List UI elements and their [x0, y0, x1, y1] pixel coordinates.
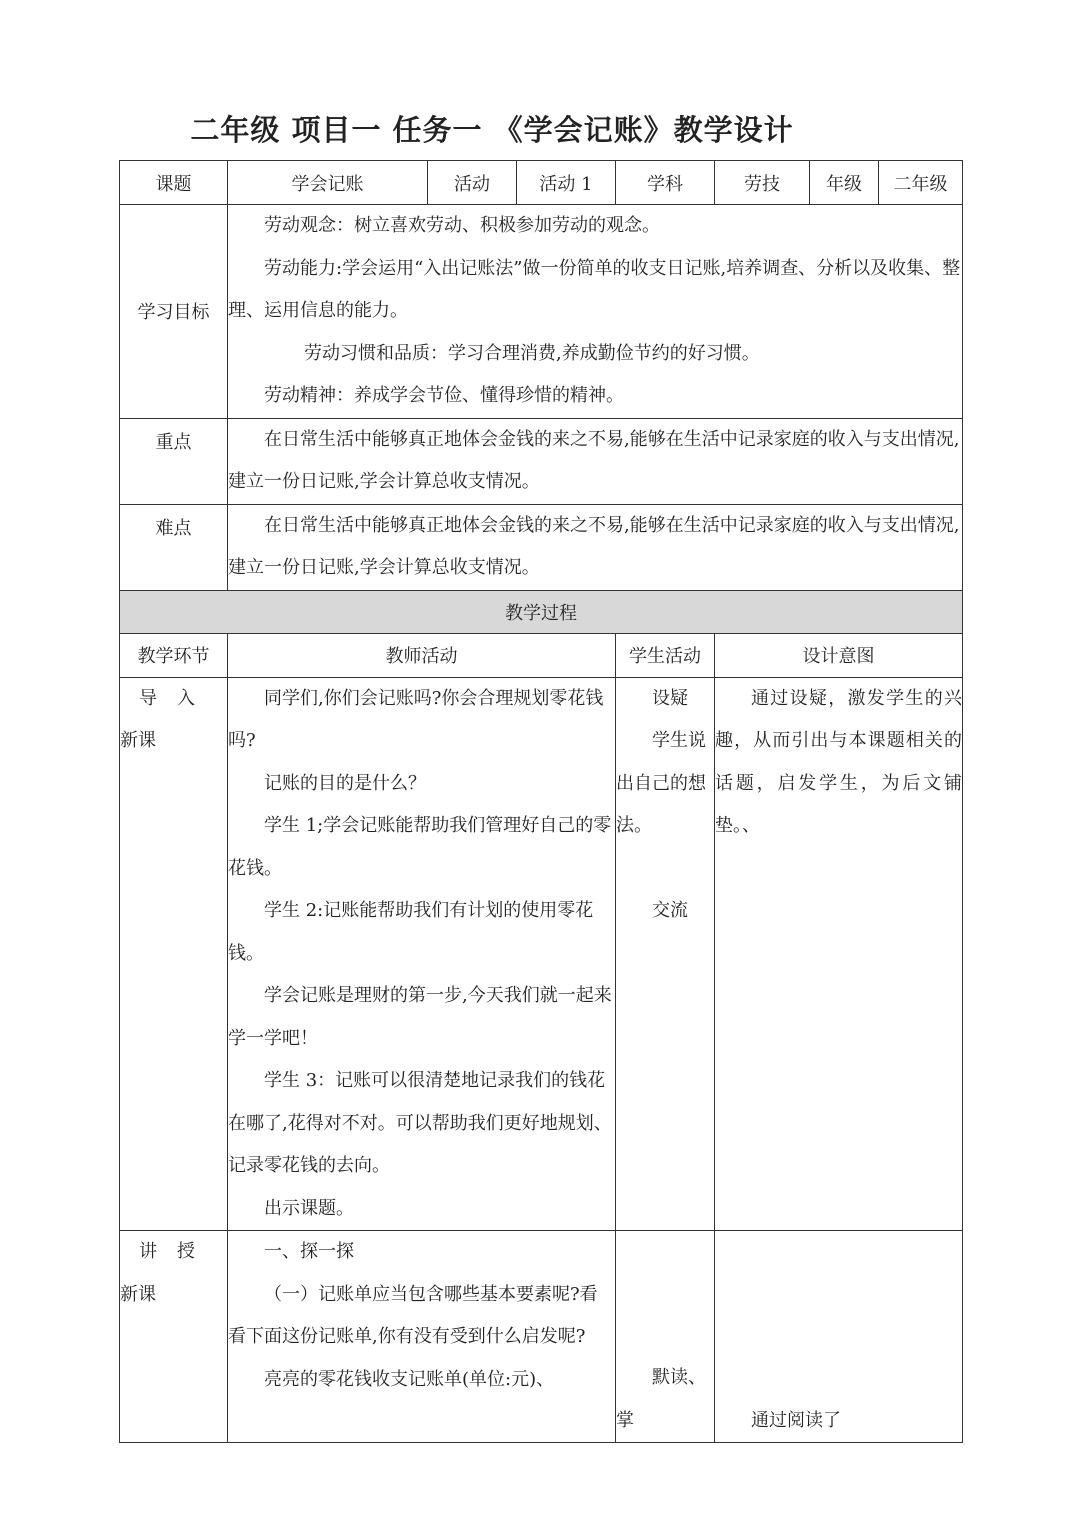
student-line: 默读、掌 — [616, 1367, 706, 1431]
student-line: 学生说出自己的想法。 — [616, 730, 706, 836]
teach-stage — [120, 1231, 228, 1443]
teach-row — [120, 1231, 963, 1443]
subject-value: 劳技 — [715, 161, 810, 205]
topic-label: 课题 — [120, 161, 228, 205]
teacher-line: （一）记账单应当包含哪些基本要素呢?看看下面这份记账单,你有没有受到什么启发呢? — [228, 1283, 598, 1347]
col-design: 设计意图 — [715, 633, 963, 677]
teacher-line: 亮亮的零花钱收支记账单(单位:元)、 — [264, 1368, 555, 1390]
difficulty-row — [120, 504, 963, 590]
intro-student — [616, 677, 715, 1231]
teach-design — [715, 1231, 963, 1443]
teacher-line: 学生 1;学会记账能帮助我们管理好自己的零花钱。 — [228, 815, 612, 879]
teach-student — [616, 1231, 715, 1443]
grade-value: 二年级 — [879, 161, 963, 205]
lesson-plan-table — [119, 160, 963, 1443]
design-text: 通过阅读了 — [751, 1409, 841, 1431]
grade-label: 年级 — [810, 161, 879, 205]
goals-label: 学习目标 — [120, 205, 228, 419]
goal-item: 劳动能力:学会运用“入出记账法”做一份简单的收支日记账,培养调查、分析以及收集、整理、运用信息的能力。 — [228, 257, 961, 321]
goal-item: 劳动精神：养成学会节俭、懂得珍惜的精神。 — [264, 385, 624, 406]
col-teacher: 教师活动 — [228, 633, 616, 677]
process-title: 教学过程 — [120, 590, 963, 633]
student-line: 设疑 — [652, 687, 688, 709]
intro-stage-line2: 新课 — [120, 730, 156, 751]
teacher-line: 一、探一探 — [264, 1241, 354, 1262]
teacher-line: 学生 2:记账能帮助我们有计划的使用零花钱。 — [228, 900, 594, 964]
goal-item: 劳动观念：树立喜欢劳动、积极参加劳动的观念。 — [264, 215, 660, 236]
teacher-line: 学生 3：记账可以很清楚地记录我们的钱花在哪了,花得对不对。可以帮助我们更好地规划、记录零花钱的去向。 — [228, 1070, 612, 1176]
key-point-row — [120, 418, 963, 504]
goal-item: 劳动习惯和品质：学习合理消费,养成勤俭节约的好习惯。 — [304, 342, 760, 364]
intro-stage — [120, 677, 228, 1231]
teach-stage-line1: 讲授 — [139, 1241, 215, 1262]
difficulty-label: 难点 — [120, 504, 228, 590]
process-columns-row — [120, 633, 963, 677]
key-point-content — [228, 418, 963, 504]
col-stage: 教学环节 — [120, 633, 228, 677]
process-header-row — [120, 590, 963, 633]
header-row — [120, 161, 963, 205]
key-point-text: 在日常生活中能够真正地体会金钱的来之不易,能够在生活中记录家庭的收入与支出情况,建立一份日记账,学会计算总收支情况。 — [228, 428, 960, 492]
topic-value: 学会记账 — [228, 161, 428, 205]
teacher-line: 学会记账是理财的第一步,今天我们就一起来学一学吧！ — [228, 985, 612, 1049]
intro-stage-line1: 导入 — [139, 687, 215, 709]
teacher-line: 出示课题。 — [264, 1197, 354, 1219]
goals-content — [228, 205, 963, 419]
student-line: 交流 — [652, 900, 688, 921]
subject-label: 学科 — [616, 161, 715, 205]
goals-row — [120, 205, 963, 419]
col-student: 学生活动 — [616, 633, 715, 677]
key-point-label: 重点 — [120, 418, 228, 504]
teacher-line: 同学们,你们会记账吗?你会合理规划零花钱吗? — [228, 687, 604, 751]
difficulty-content — [228, 504, 963, 590]
document-title: 二年级 项目一 任务一 《学会记账》教学设计 — [190, 113, 794, 147]
intro-row — [120, 677, 963, 1231]
activity-label: 活动 — [428, 161, 517, 205]
teach-teacher — [228, 1231, 616, 1443]
teacher-line: 记账的目的是什么？ — [264, 772, 426, 794]
design-text: 通过设疑，激发学生的兴趣，从而引出与本课题相关的话题，启发学生，为后文铺垫。、 — [715, 687, 962, 836]
difficulty-text: 在日常生活中能够真正地体会金钱的来之不易,能够在生活中记录家庭的收入与支出情况,建立一份日记账,学会计算总收支情况。 — [228, 514, 960, 578]
intro-design — [715, 677, 963, 1231]
intro-teacher — [228, 677, 616, 1231]
teach-stage-line2: 新课 — [120, 1283, 156, 1305]
activity-value: 活动 1 — [517, 161, 616, 205]
